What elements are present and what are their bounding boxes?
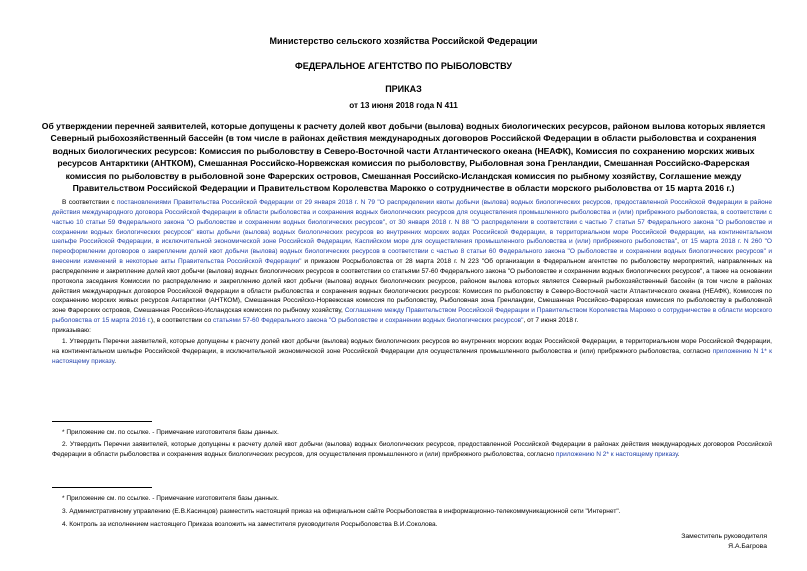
item-2-text: 2. Утвердить Перечни заявителей, которые допущены к расчету долей квот добычи (вылова) водных биологических ресурсов, предоставленной Российской Федерации в районах действия международных договоров Российской Федерации в области рыболовства и сохранения водных биологических ресурсов, для осуществления промышленного и (или) прибрежного рыболовства, согласно <box>52 440 772 458</box>
footnote-separator-2 <box>52 487 152 488</box>
date-number-heading: от 13 июня 2018 года N 411 <box>349 101 458 110</box>
footnote-block-1 <box>52 428 772 460</box>
preamble-paragraph <box>52 198 772 326</box>
ministry-heading: Министерство сельского хозяйства Российской Федерации <box>269 36 538 46</box>
footnote-2: * Приложение см. по ссылке. - Примечание изготовителя базы данных. <box>62 495 279 502</box>
agency-heading: ФЕДЕРАЛЬНОЕ АГЕНТСТВО ПО РЫБОЛОВСТВУ <box>295 61 512 71</box>
appendix-2-link[interactable]: приложению N 2* к настоящему приказу <box>555 450 678 458</box>
item-3: 3. Административному управлению (Е.В.Касинцов) разместить настоящий приказ на официальном сайте Росрыболовства в информационно-телекоммуникационной сети "Интернет". <box>62 507 621 515</box>
preamble-text-3: , <box>677 238 682 246</box>
order-word: приказываю: <box>52 326 91 334</box>
item-1 <box>52 337 772 367</box>
federal-law-articles-link[interactable]: статьями 57-60 Федерального закона "О рыболовстве и сохранении водных биологических ресурсов" <box>212 317 524 325</box>
signer-name: Я.А.Багрова <box>728 543 767 550</box>
footnote-block-2 <box>52 494 772 530</box>
footnote-1: * Приложение см. по ссылке. - Примечание изготовителя базы данных. <box>62 429 279 436</box>
preamble-text-4: и приказом Росрыболовства от 28 марта 2018 г. N 223 "Об организации в Федеральном агентстве по рыболовству мероприятий, направленных на распределение и закрепление долей квот добычи (вылова) водных биологических ресурсов в соответствии со статьями 57-60 Федерального закона "О рыболовстве и сохранении водных биологических ресурсов", а также на основании протокола заседания Комиссии по распределению и закреплению долей квот добычи (вылова) водных биологических ресурсов, районом вылова которых является Северный рыбохозяйственный бассейн (в том числе в районах действия международных договоров Российской Федерации в области рыболовства и сохранения водных биологических ресурсов: Комиссия по рыболовству в Северо-Восточной части Атлантического океана (НЕАФК), Комиссия по сохранению морских живых ресурсов Антарктики (АНТКОМ), Смешанная Российско-Норвежская комиссия по рыболовству, Рыболовная зона Гренландии, Смешанная Российско-Фарерская комиссия по рыболовству в рыболовной зоне Фарерских островов, Смешанная Российско-Исландская комиссия по рыбному хозяйству, <box>52 258 772 315</box>
doc-type-heading: ПРИКАЗ <box>385 84 422 94</box>
item-1-text: 1. Утвердить Перечни заявителей, которые допущены к расчету долей квот добычи (вылова) водных биологических ресурсов во внутренних морских водах Российской Федерации, в территориальном море Российской Федерации, на континентальном шельфе Российской Федерации, в исключительной экономической зоне Российской Федерации для осуществления промышленного рыболовства и (или) прибрежного рыболовства, согласно <box>52 337 772 355</box>
decree-79-link[interactable]: постановлениями Правительства Российской Федерации от 29 января 2018 г. N 79 "О распределении квоты добычи (вылова) водных биологических ресурсов, предоставленной Российской Федерации в районе действия международного договора Российской Федерации в области рыболовства и сохранения водных биологических ресурсов для осуществления промышленного рыболовства и (или) прибрежного рыболовства, в соответствии с частью 10 статьи 59 Федерального закона "О рыболовстве и сохранении водных биологических ресурсов" <box>52 199 773 226</box>
item-1-end: . <box>114 357 117 365</box>
preamble-text-2: , <box>385 218 390 226</box>
signer-position: Заместитель руководителя <box>681 533 767 540</box>
morocco-agreement-link[interactable]: Соглашение между Правительством Российской Федерации и Правительством Королевства Марокко о сотрудничестве в области морского рыболовства от 15 марта 2016 г. <box>52 307 772 325</box>
preamble-text-1: В соответствии с <box>62 199 117 206</box>
item-4: 4. Контроль за исполнением настоящего Приказа возложить на заместителя руководителя Росрыболовства В.И.Соколова. <box>62 520 438 528</box>
footnote-separator-1 <box>52 421 152 422</box>
signature-block <box>681 532 767 552</box>
document-body <box>52 198 772 366</box>
decree-260-link[interactable]: от 15 марта 2018 г. N 260 "О переоформлении договоров о закреплении долей квот добычи (вылова) водных биологических ресурсов в соответствии с частью 8 статьи 60 Федерального закона "О рыболовстве и сохранении водных биологических ресурсов" и внесении изменений в некоторые акты Правительства Российской Федерации" <box>52 238 772 266</box>
item-2 <box>52 440 772 460</box>
document-title: Об утверждении перечней заявителей, которые допущены к расчету долей квот добычи (вылова) водных биологических ресурсов, районом вылова которых является Северный рыбохозяйственный бассейн (в том числе в районах действия международных договоров Российской Федерации в области рыболовства и сохранения водных биологических ресурсов: Комиссия по рыболовству в Северо-Восточной части Атлантического океана (НЕАФК), Комиссия по сохранению морских живых ресурсов Антарктики (АНТКОМ), Смешанная Российско-Норвежская комиссия по рыболовству, Рыболовная зона Гренландии, Смешанная Российско-Фарерская комиссия по рыболовству в рыболовной зоне Фарерских островов, Смешанная Российско-Исландская комиссия по рыбному хозяйству, Соглашение между Правительством Российской Федерации и Правительством Королевства Марокко о сотрудничестве в области морского рыболовства от 15 марта 2016 г.) <box>41 121 766 194</box>
decree-88-link[interactable]: от 30 января 2018 г. N 88 "О распределении в соответствии с частью 7 статьи 57 Федерального закона "О рыболовстве и сохранении водных биологических ресурсов" квоты добычи (вылова) водных биологических ресурсов во внутренних морских водах Российской Федерации, в территориальном море Российской Федерации, на континентальном шельфе Российской Федерации, в исключительной экономической зоне Российской Федерации, Каспийском море для осуществления промышленного рыболовства и (или) прибрежного рыболовства" <box>52 218 772 246</box>
appendix-1-link[interactable]: приложению N 1* к настоящему приказу <box>52 347 772 365</box>
preamble-text-6: , от 7 июня 2018 г. <box>523 317 579 325</box>
preamble-text-5: ), в соответствии со <box>150 317 213 325</box>
item-2-end: . <box>677 450 680 458</box>
